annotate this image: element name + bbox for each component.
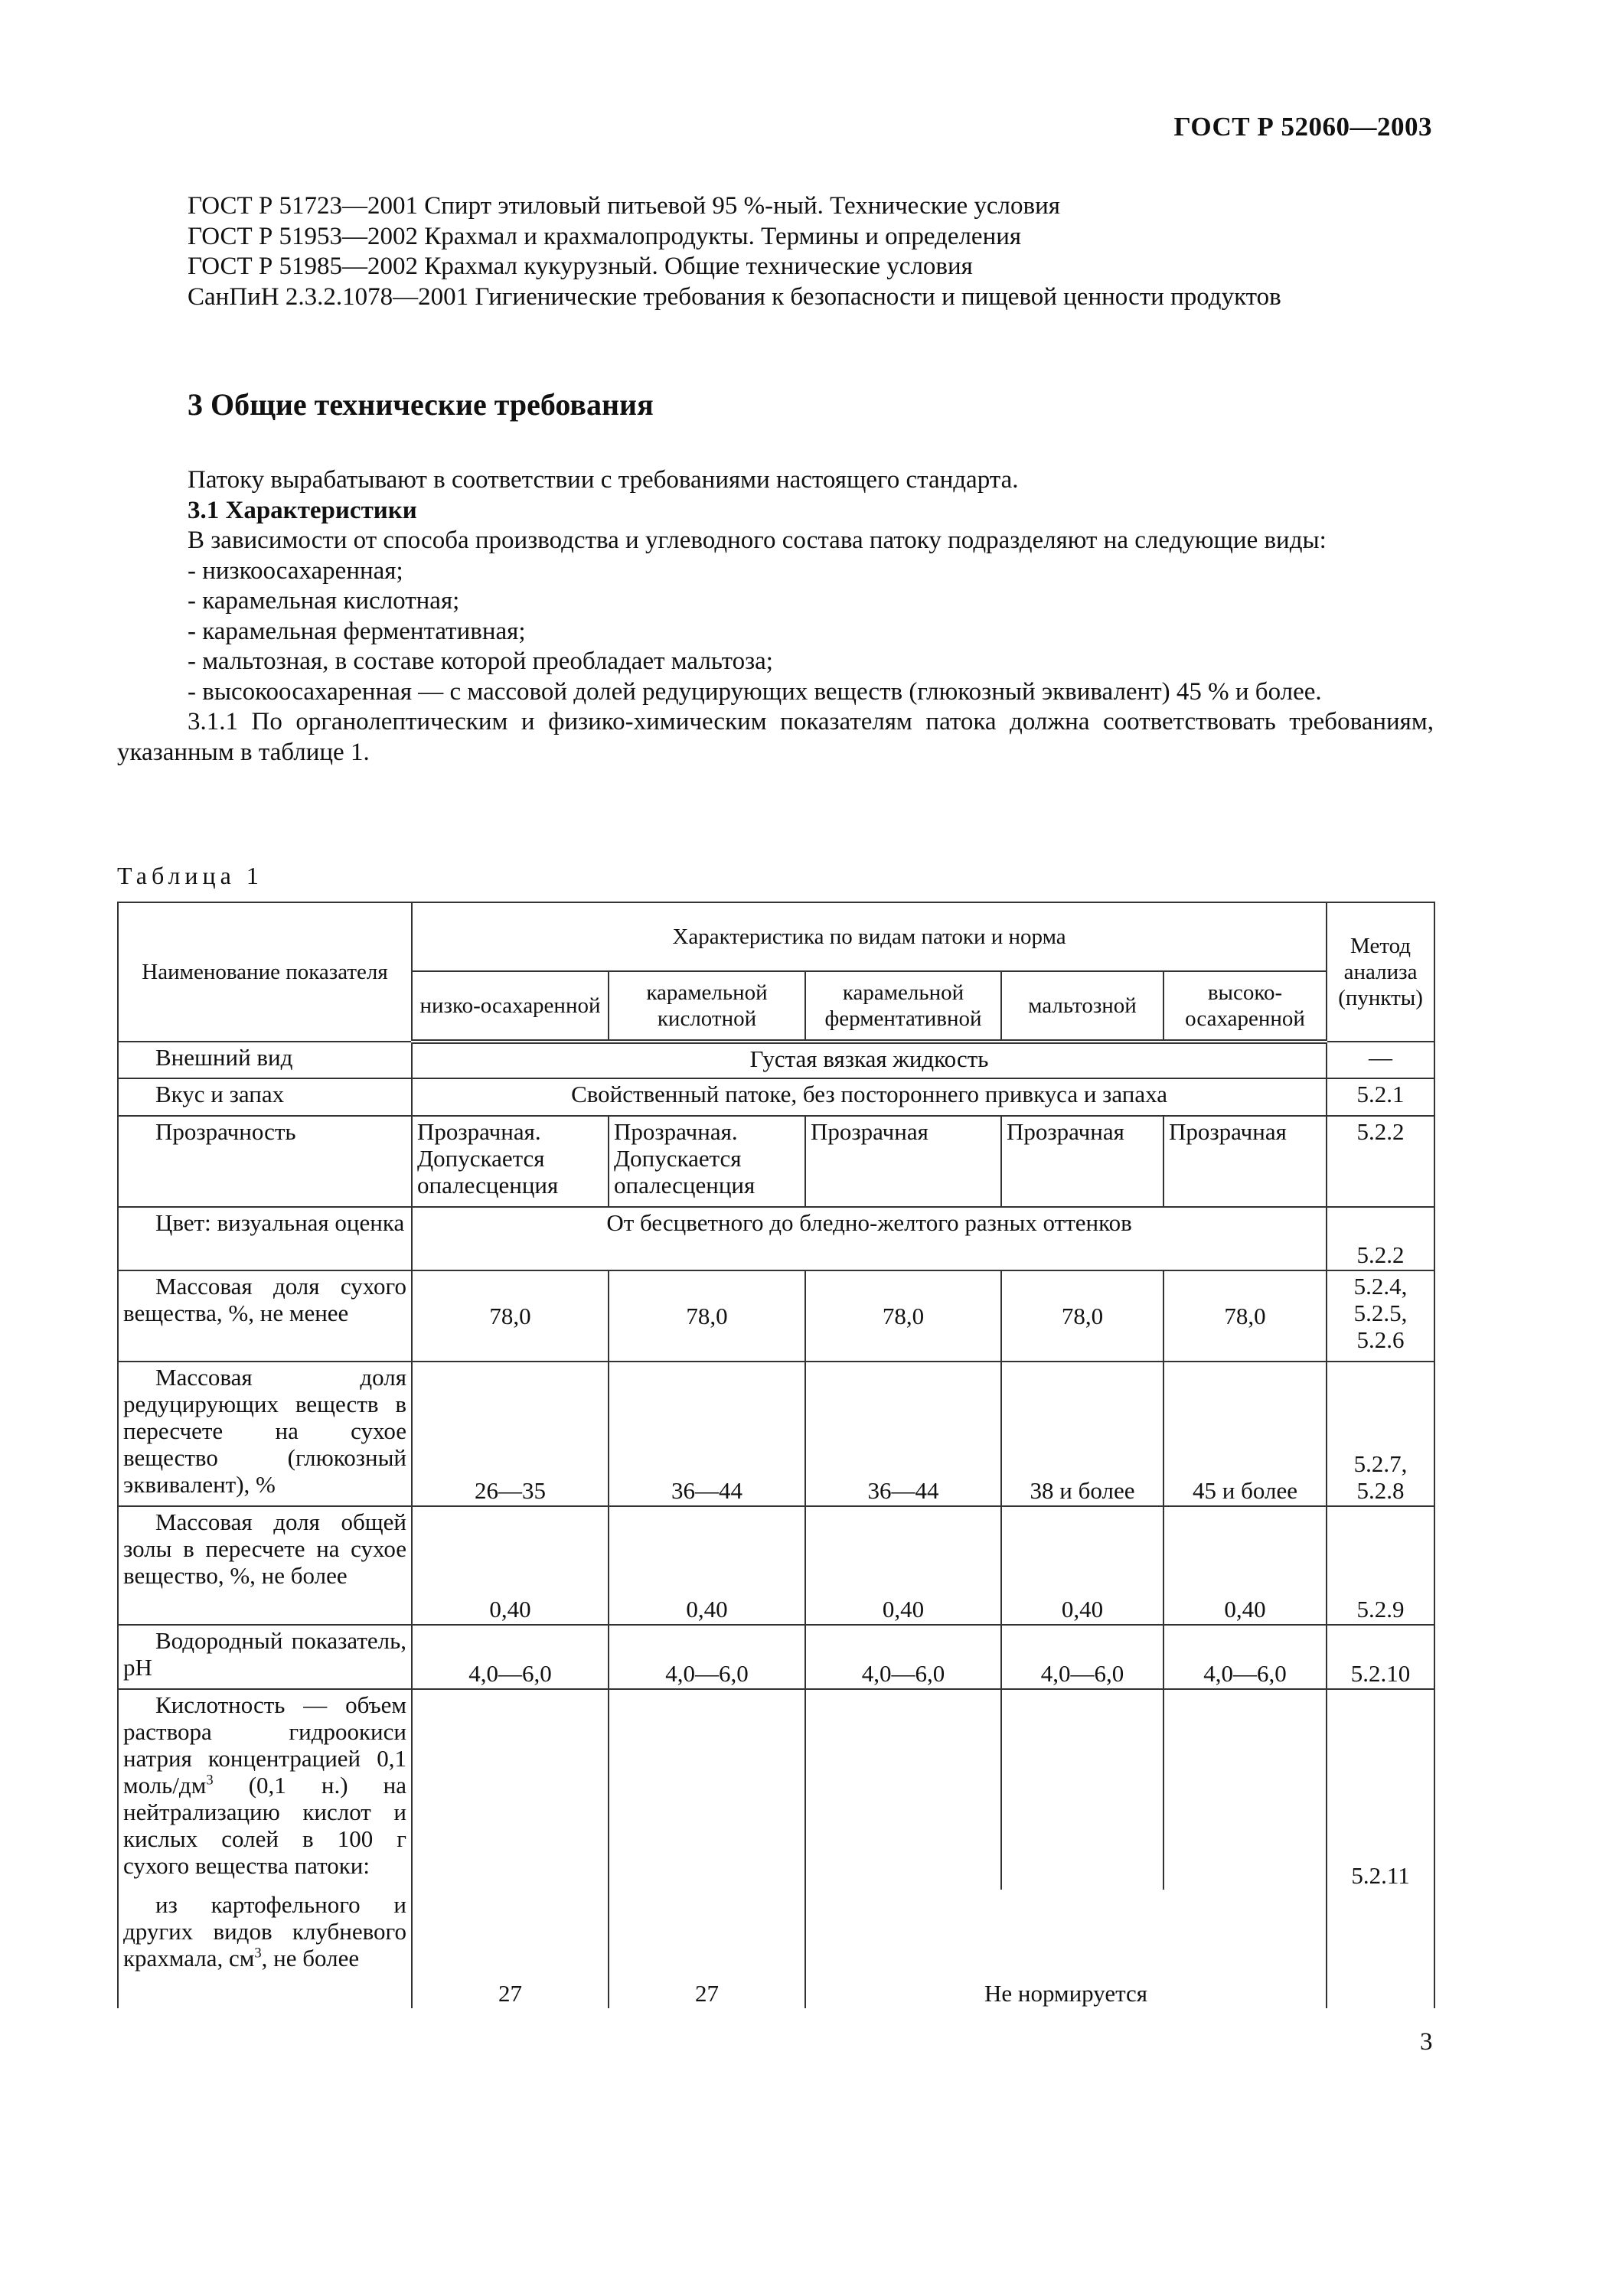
row-value: 4,0—6,0 <box>805 1625 1001 1689</box>
row-method: 5.2.2 <box>1327 1207 1434 1270</box>
table-row <box>118 1689 1434 1890</box>
row-name: Массовая доля редуцирующих веществ в пересчете на сухое вещество (глюкозный эквивалент), % <box>118 1362 412 1506</box>
row-merged-value: Свойственный патоке, без постороннего привкуса и запаха <box>412 1078 1327 1116</box>
row-value: 45 и более <box>1163 1362 1327 1506</box>
row-value: 78,0 <box>1001 1270 1163 1362</box>
page-number: 3 <box>1420 2028 1433 2056</box>
reference-item: ГОСТ Р 51953—2002 Крахмал и крахмалопродукты. Термины и определения <box>188 222 1022 250</box>
type-list-item: - низкоосахаренная; <box>188 556 403 585</box>
row-name: Внешний вид <box>118 1042 412 1078</box>
row-value: 78,0 <box>412 1270 609 1362</box>
header-indicator-name: Наименование показателя <box>118 902 412 1042</box>
table-row <box>118 1506 1434 1625</box>
row-method: 5.2.7, 5.2.8 <box>1327 1362 1434 1506</box>
row-value: 26—35 <box>412 1362 609 1506</box>
row-value: 78,0 <box>805 1270 1001 1362</box>
row-method: 5.2.2 <box>1327 1116 1434 1207</box>
table-row <box>118 1116 1434 1207</box>
row-merged-value: Не нормируется <box>805 1890 1327 2008</box>
type-list-item: - карамельная ферментативная; <box>188 617 526 645</box>
row-name: Водородный показатель, pH <box>118 1625 412 1689</box>
row-method: 5.2.1 <box>1327 1078 1434 1116</box>
row-value: 27 <box>412 1890 609 2008</box>
row-value: Прозрачная. Допускается опалесценция <box>609 1116 805 1207</box>
table-row <box>118 1890 1434 2008</box>
row-method: 5.2.11 <box>1327 1689 1434 2008</box>
table-row <box>118 1625 1434 1689</box>
row-value: 4,0—6,0 <box>609 1625 805 1689</box>
row-name: из картофельного и других видов клубневого крахмала, $см^3$, не более <box>118 1890 412 2008</box>
row-merged-value: Густая вязкая жидкость <box>412 1042 1327 1078</box>
type-list-item: - высокоосахаренная — с массовой долей редуцирующих веществ (глюкозный эквивалент) 45 % и более. <box>188 677 1322 706</box>
type-list-item: - карамельная кислотная; <box>188 587 460 615</box>
row-name: Прозрачность <box>118 1116 412 1207</box>
reference-item: СанПиН 2.3.2.1078—2001 Гигиенические требования к безопасности и пищевой ценности продуктов <box>188 282 1281 311</box>
document-id-header: ГОСТ Р 52060—2003 <box>1173 112 1432 142</box>
table-row <box>118 1078 1434 1116</box>
table-row <box>118 1207 1434 1270</box>
header-method: Метод анализа (пункты) <box>1327 902 1434 1042</box>
row-value: 4,0—6,0 <box>1001 1625 1163 1689</box>
row-method: 5.2.10 <box>1327 1625 1434 1689</box>
subsection-intro: В зависимости от способа производства и углеводного состава патоку подразделяют на следующие виды: <box>188 527 1327 554</box>
header-type-low-sugar: низко-осахаренной <box>412 971 609 1042</box>
row-name: Массовая доля общей золы в пересчете на сухое вещество, %, не более <box>118 1506 412 1625</box>
row-value: Прозрачная <box>1001 1116 1163 1207</box>
row-merged-value: От бесцветного до бледно-желтого разных оттенков <box>412 1207 1327 1270</box>
row-value: 0,40 <box>1001 1506 1163 1625</box>
row-value: 78,0 <box>609 1270 805 1362</box>
row-name: Цвет: визуальная оценка <box>118 1207 412 1270</box>
row-value: 36—44 <box>609 1362 805 1506</box>
row-method: 5.2.4, 5.2.5, 5.2.6 <box>1327 1270 1434 1362</box>
row-value-empty <box>1163 1689 1327 1890</box>
row-value: 78,0 <box>1163 1270 1327 1362</box>
row-value: 38 и более <box>1001 1362 1163 1506</box>
row-name: Кислотность — объем раствора гидроокиси натрия концентрацией 0,1 моль/$дм^3$ (0,1 н.) на нейтрализацию кислот и кислых солей в 100 г сухого вещества патоки: <box>118 1689 412 1890</box>
header-type-caramel-enzymatic: карамельной ферментативной <box>805 971 1001 1042</box>
table-row <box>118 1270 1434 1362</box>
header-type-high-sugar: высоко-осахаренной <box>1163 971 1327 1042</box>
row-value: 4,0—6,0 <box>1163 1625 1327 1689</box>
reference-item: ГОСТ Р 51985—2002 Крахмал кукурузный. Общие технические условия <box>188 253 973 280</box>
reference-item: ГОСТ Р 51723—2001 Спирт этиловый питьевой 95 %-ный. Технические условия <box>188 192 1060 220</box>
header-type-group: Характеристика по видам патоки и норма <box>412 902 1327 971</box>
section-body <box>117 465 1434 768</box>
row-value-empty <box>805 1689 1001 1890</box>
row-value: 36—44 <box>805 1362 1001 1506</box>
subsection-title: 3.1 Характеристики <box>188 496 417 524</box>
row-value-empty <box>609 1689 805 1890</box>
row-method: 5.2.9 <box>1327 1506 1434 1625</box>
row-value-empty <box>412 1689 609 1890</box>
table-row <box>118 1362 1434 1506</box>
row-value-empty <box>1001 1689 1163 1890</box>
row-value: 0,40 <box>805 1506 1001 1625</box>
header-type-caramel-acid: карамельной кислотной <box>609 971 805 1042</box>
row-value: Прозрачная. Допускается опалесценция <box>412 1116 609 1207</box>
header-type-maltose: мальтозной <box>1001 971 1163 1042</box>
table-label: Таблица 1 <box>117 862 263 889</box>
row-value: 27 <box>609 1890 805 2008</box>
row-value: 4,0—6,0 <box>412 1625 609 1689</box>
row-value: 0,40 <box>412 1506 609 1625</box>
normative-references <box>117 191 1434 312</box>
clause-3-1-1: 3.1.1 По органолептическим и физико-химическим показателям патока должна соответствовать требованиям, указанным в таблице 1. <box>117 708 1434 766</box>
row-name: Вкус и запах <box>118 1078 412 1116</box>
section-title: 3 Общие технические требования <box>188 387 654 422</box>
requirements-table <box>117 902 1435 2008</box>
table-row <box>118 1042 1434 1078</box>
row-value: Прозрачная <box>1163 1116 1327 1207</box>
row-method: — <box>1327 1042 1434 1078</box>
row-value: 0,40 <box>1163 1506 1327 1625</box>
row-name: Массовая доля сухого вещества, %, не менее <box>118 1270 412 1362</box>
row-value: 0,40 <box>609 1506 805 1625</box>
section-intro: Патоку вырабатывают в соответствии с требованиями настоящего стандарта. <box>188 466 1019 494</box>
row-value: Прозрачная <box>805 1116 1001 1207</box>
type-list-item: - мальтозная, в составе которой преобладает мальтоза; <box>188 647 773 675</box>
